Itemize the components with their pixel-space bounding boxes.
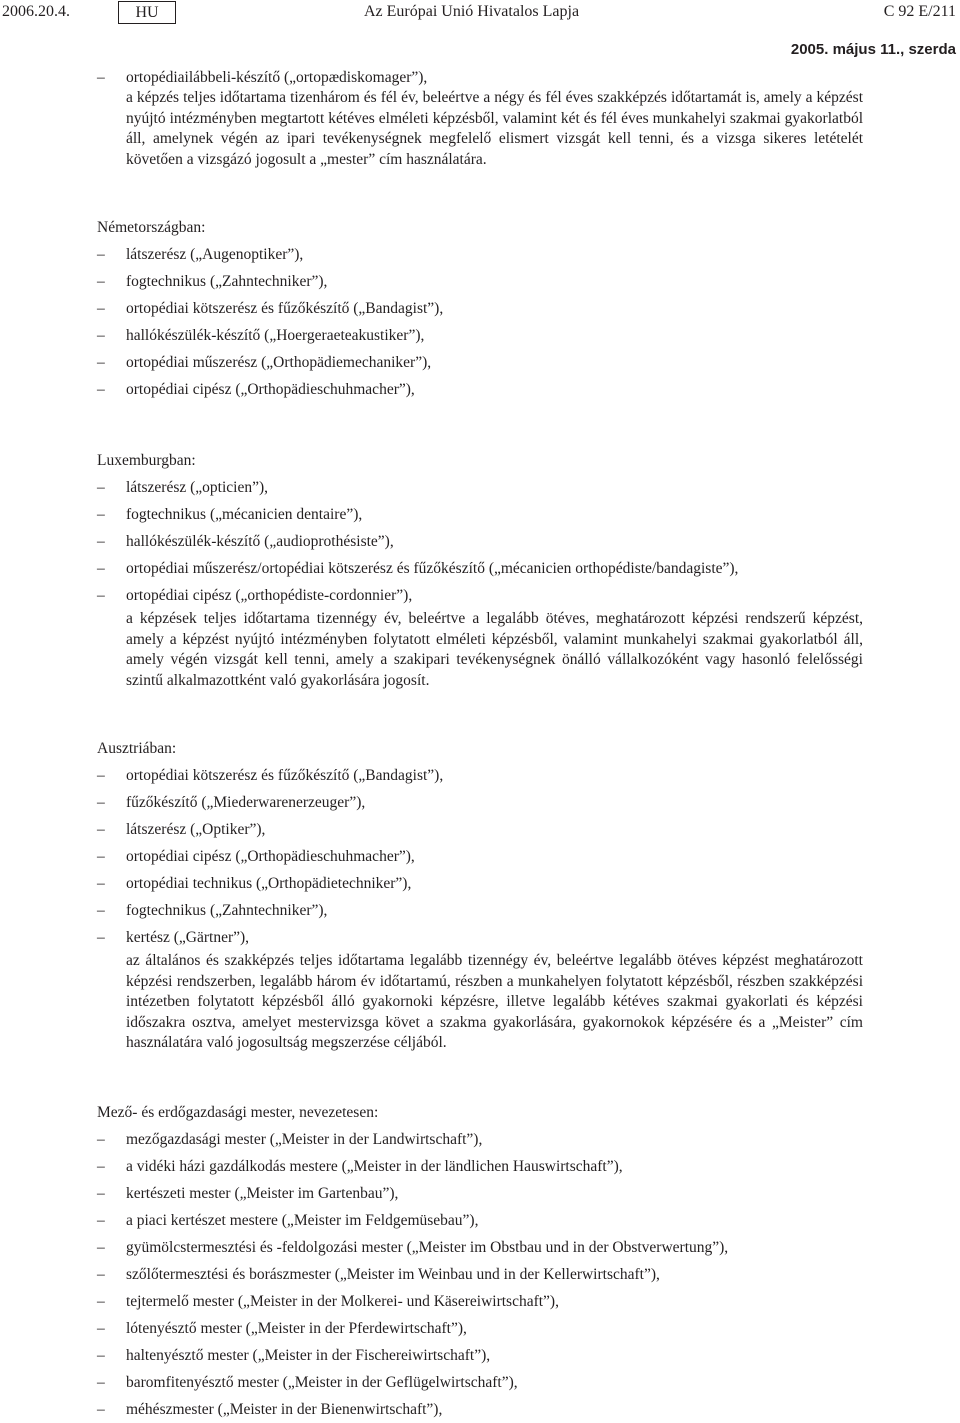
- dash-bullet: –: [97, 381, 105, 399]
- dash-bullet: –: [97, 273, 105, 291]
- dash-bullet: –: [97, 246, 105, 264]
- list-item: – tejtermelő mester („Meister in der Molkerei- und Käsereiwirtschaft”),: [97, 1288, 863, 1315]
- list-item: – szőlőtermesztési és borászmester („Meister im Weinbau und in der Kellerwirtschaft”),: [97, 1261, 863, 1288]
- list-item: – ortopédiai kötszerész és fűzőkészítő („Bandagist”),: [97, 295, 863, 322]
- list-item: – fogtechnikus („Zahntechniker”),: [97, 897, 863, 924]
- list-item: – ortopédiai műszerész („Orthopädiemechaniker”),: [97, 349, 863, 376]
- list-item: – ortopédiai kötszerész és fűzőkészítő („Bandagist”),: [97, 762, 863, 789]
- dash-bullet: –: [97, 327, 105, 345]
- section-agriculture-forestry: [97, 1099, 863, 1423]
- list-item: – látszerész („Augenoptiker”),: [97, 241, 863, 268]
- dash-bullet: –: [97, 560, 105, 578]
- item-list: [97, 1126, 863, 1423]
- list-item: – fogtechnikus („Zahntechniker”),: [97, 268, 863, 295]
- training-paragraph: az általános és szakképzés teljes időtartama legalább tizennégy év, beleértve legalább ötéves képzést meghatározott képzési rendszerben, legalább három év időtartamú, részben a munkahelyen folytatott képzésből, részben szakképzési intézetben folytatott képzésből álló gyakornoki képzésre, illetve legalább kétéves szakmai gyakorlati és képzési időszakra osztva, amelyet mestervizsga követ a szakma gyakorlására, gyakornokok képzésére és a „Meister” cím használatára való jogosultság megszerzése céljából.: [126, 952, 863, 1052]
- list-item: – ortopédiai cipész („orthopédiste-cordonnier”),: [97, 582, 863, 609]
- overlay-date-stamp: 2005. május 11., szerda: [790, 41, 956, 58]
- dash-bullet: –: [97, 1292, 105, 1310]
- list-item: – gyümölcstermesztési és -feldolgozási mester („Meister im Obstbau und in der Obstverwertung”),: [97, 1234, 863, 1261]
- list-item: – mezőgazdasági mester („Meister in der Landwirtschaft”),: [97, 1126, 863, 1153]
- list-item: – baromfitenyésztő mester („Meister in der Geflügelwirtschaft”),: [97, 1369, 863, 1396]
- dash-bullet: –: [97, 821, 105, 839]
- language-code: HU: [118, 1, 176, 24]
- list-item: – hallókészülék-készítő („Hoergeraeteakustiker”),: [97, 322, 863, 349]
- training-paragraph: a képzés teljes időtartama tizenhárom és fél év, beleértve a négy és fél éves szakképzés időtartamát is, amely a képzést nyújtó intézményben megtartott kétéves elméleti képzésből, valamint két és fél éves munkahelyi szakmai gyakorlatból áll, amelynek végén az ipari tevékenységnek megfelelő elismert vizsgát kell tenni, és a vizsga sikeres letételét követően a vizsgázó jogosult a „mester” cím használatára.: [126, 89, 863, 168]
- dash-bullet: –: [97, 587, 105, 605]
- section-luxembourg: [97, 447, 863, 691]
- item-list: [97, 474, 863, 609]
- page-header: [0, 0, 960, 30]
- list-item: – lótenyésztő mester („Meister in der Pferdewirtschaft”),: [97, 1315, 863, 1342]
- list-item: – ortopédiai cipész („Orthopädieschuhmacher”),: [97, 376, 863, 403]
- list-item: – a vidéki házi gazdálkodás mestere („Meister in der ländlichen Hauswirtschaft”),: [97, 1153, 863, 1180]
- item-list: [97, 762, 863, 951]
- dash-bullet: –: [97, 929, 105, 947]
- item-list: [97, 68, 863, 88]
- dash-bullet: –: [97, 300, 105, 318]
- dash-bullet: –: [97, 1373, 105, 1391]
- item-list: [97, 241, 863, 403]
- dash-bullet: –: [97, 902, 105, 920]
- dash-bullet: –: [97, 69, 105, 86]
- section-heading: Luxemburgban:: [97, 452, 196, 470]
- list-item: – hallókészülék-készítő („audioprothésiste”),: [97, 528, 863, 555]
- dash-bullet: –: [97, 1211, 105, 1229]
- list-item: – kertészeti mester („Meister im Gartenbau”),: [97, 1180, 863, 1207]
- document-body: [97, 68, 863, 1423]
- list-item: – fogtechnikus („mécanicien dentaire”),: [97, 501, 863, 528]
- dash-bullet: –: [97, 1157, 105, 1175]
- list-item: – haltenyésztő mester („Meister in der Fischereiwirtschaft”),: [97, 1342, 863, 1369]
- publication-date: 2006.20.4.: [2, 3, 70, 20]
- list-item: – ortopédiai műszerész/ortopédiai kötszerész és fűzőkészítő („mécanicien orthopédiste/bandagiste”),: [97, 555, 863, 582]
- section-germany: [97, 214, 863, 403]
- list-item: – ortopédiai technikus („Orthopädietechniker”),: [97, 870, 863, 897]
- dash-bullet: –: [97, 1184, 105, 1202]
- dash-bullet: –: [97, 354, 105, 372]
- section-austria: [97, 735, 863, 1054]
- dash-bullet: –: [97, 1400, 105, 1418]
- list-item: – látszerész („opticien”),: [97, 474, 863, 501]
- dash-bullet: –: [97, 1346, 105, 1364]
- list-item: – fűzőkészítő („Miederwarenerzeuger”),: [97, 789, 863, 816]
- list-item: – ortopédiailábbeli-készítő („ortopædiskomager”),: [97, 69, 428, 86]
- dash-bullet: –: [97, 1238, 105, 1256]
- training-paragraph: a képzések teljes időtartama tizennégy év, beleértve a legalább ötéves, meghatározott képzési rendszerű képzést, amely a képzést nyújtó intézményben folytatott elméleti képzésből, valamint munkahelyi szakmai gyakorlatból áll, amely végén vizsgát kell tenni, amely a szakipari tevékenységnek önálló vállalkozóként vagy hasonló felelősségi szintű alkalmazottként való gyakorlására jogosít.: [126, 610, 863, 689]
- page-reference: C 92 E/211: [883, 3, 956, 20]
- list-item: – kertész („Gärtner”),: [97, 924, 863, 951]
- section-heading: Ausztriában:: [97, 740, 177, 758]
- list-item: – a piaci kertészet mestere („Meister im Feldgemüsebau”),: [97, 1207, 863, 1234]
- list-item: – látszerész („Optiker”),: [97, 816, 863, 843]
- dash-bullet: –: [97, 1265, 105, 1283]
- list-item: – méhészmester („Meister in der Bienenwirtschaft”),: [97, 1396, 863, 1423]
- dash-bullet: –: [97, 1130, 105, 1148]
- dash-bullet: –: [97, 1319, 105, 1337]
- section-heading: Németországban:: [97, 219, 206, 237]
- journal-title: Az Európai Unió Hivatalos Lapja: [364, 3, 580, 20]
- dash-bullet: –: [97, 479, 105, 497]
- section-danish-continuation: [97, 68, 863, 170]
- dash-bullet: –: [97, 794, 105, 812]
- dash-bullet: –: [97, 506, 105, 524]
- dash-bullet: –: [97, 767, 105, 785]
- list-item: – ortopédiai cipész („Orthopädieschuhmacher”),: [97, 843, 863, 870]
- dash-bullet: –: [97, 848, 105, 866]
- section-heading: Mező- és erdőgazdasági mester, nevezetesen:: [97, 1103, 379, 1121]
- dash-bullet: –: [97, 533, 105, 551]
- dash-bullet: –: [97, 875, 105, 893]
